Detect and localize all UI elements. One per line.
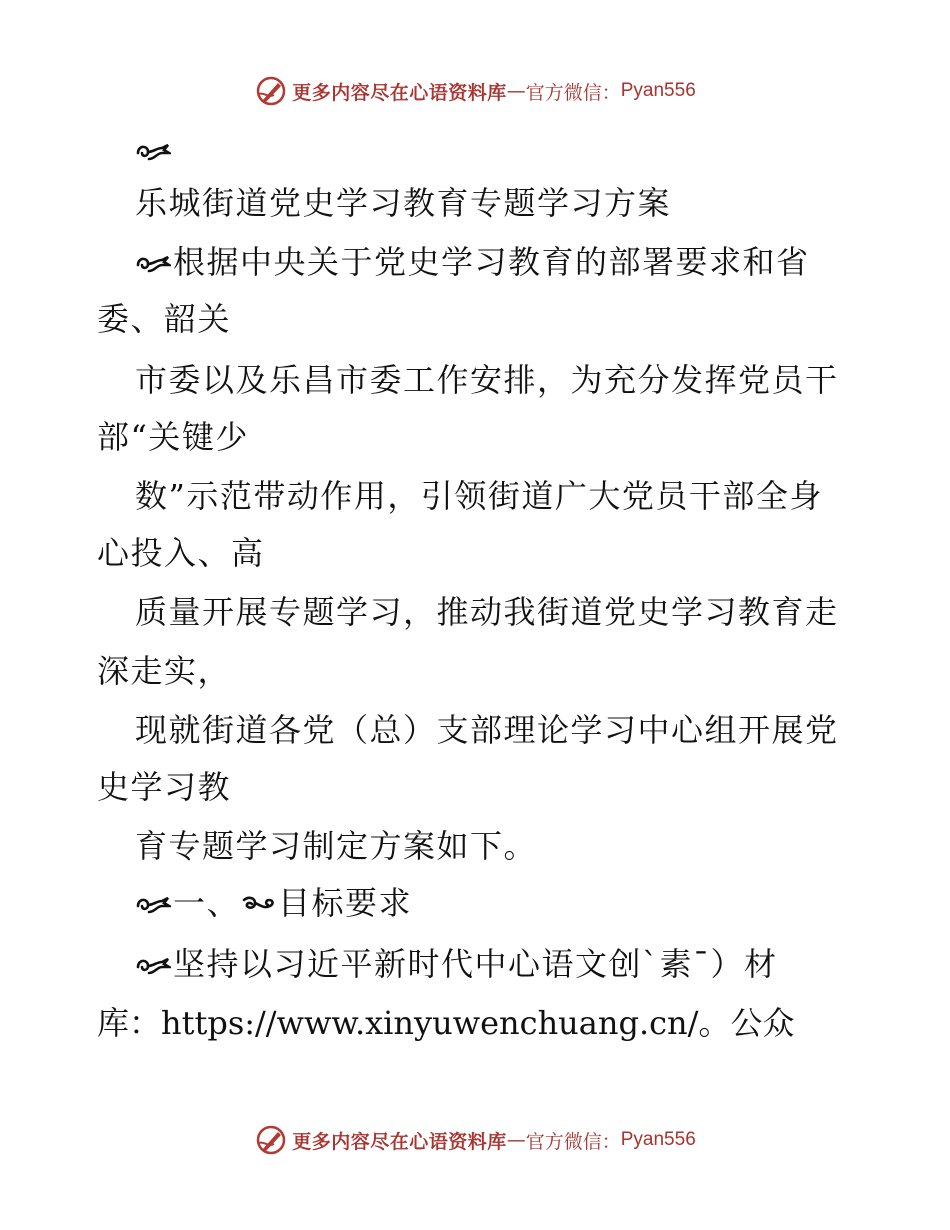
quill-logo-icon [254,1123,288,1157]
paragraph-line [0,764,950,810]
ornament-flourish-icon [135,138,171,164]
watermark-separator: — [506,80,526,102]
paragraph-line [0,707,950,753]
paragraph-line [0,357,950,403]
section-number: 一、 [173,884,241,922]
ornament-flourish-icon [135,952,171,978]
paragraph-text: 坚持以习近平新时代中心语文创`素¯）材 [173,945,778,983]
paragraph-text: 深走实， [97,652,232,690]
paragraph-line [0,589,950,635]
section-heading [0,880,950,926]
ornament-flourish-icon [135,250,171,276]
paragraph-text: 根据中央关于党史学习教育的部署要求和省 [173,243,810,281]
paragraph-line [0,473,950,519]
watermark-wechat-label: 官方微信： [525,81,621,104]
paragraph-text: 委、韶关 [97,300,232,338]
watermark-separator: — [506,1129,526,1151]
document-title: 乐城街道党史学习教育专题学习方案 [135,184,672,222]
watermark-site-name: 更多内容尽在心语资料库 [292,81,507,104]
paragraph-text: 史学习教 [97,768,232,806]
paragraph-line [0,414,950,460]
watermark-wechat-id: Pyan556 [620,1129,696,1150]
paragraph-line [0,648,950,694]
paragraph-text: 心投入、高 [97,534,265,572]
watermark-wechat-label: 官方微信： [525,1130,621,1153]
watermark-site-name: 更多内容尽在心语资料库 [292,1130,507,1153]
paragraph-line [0,530,950,576]
paragraph-line [0,941,950,987]
paragraph-line [0,1000,950,1046]
paragraph-text: 库：https://www.xinyuwenchuang.cn/。公众 [97,1004,795,1042]
paragraph-line [0,823,950,869]
ornament-line [0,127,950,173]
paragraph-text: 数”示范带动作用，引领街道广大党员干部全身 [135,477,823,515]
paragraph-text: 部“关键少 [97,418,249,456]
paragraph-text: 质量开展专题学习，推动我街道党史学习教育走 [135,593,839,631]
paragraph-line [0,239,950,285]
ornament-flourish-icon [135,891,171,917]
document-title-line [0,180,950,226]
paragraph-line [0,296,950,342]
ornament-scroll-icon [240,891,276,917]
watermark-wechat-id: Pyan556 [620,80,696,101]
paragraph-text: 现就街道各党（总）支部理论学习中心组开展党 [135,711,839,749]
paragraph-text: 育专题学习制定方案如下。 [135,827,538,865]
section-title: 目标要求 [278,884,413,922]
watermark-footer [0,1120,950,1160]
paragraph-text: 市委以及乐昌市委工作安排，为充分发挥党员干 [135,361,839,399]
